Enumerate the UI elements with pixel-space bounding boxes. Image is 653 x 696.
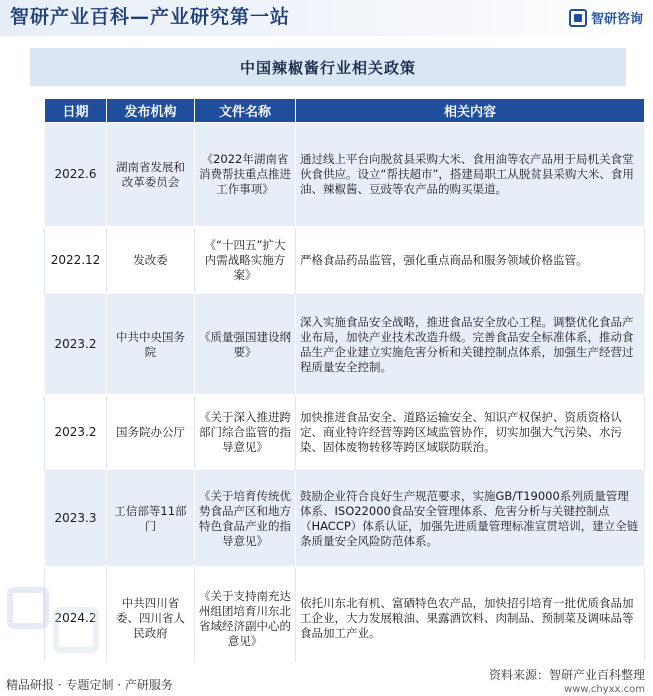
row-content: 深入实施食品安全战略，推进食品安全放心工程。调整优化食品产业布局，加快产业技术改造升级。完善食品安全标准体系，推动食品生产企业建立实施危害分析和关键控制点体系，加强生产经营过程质量安全控制。 — [296, 295, 645, 395]
policy-table — [44, 98, 645, 671]
source-note: 资料来源：智研产业百科整理 — [488, 668, 645, 682]
table-row — [45, 295, 645, 395]
row-content: 严格食品药品监管，强化重点商品和服务领域价格监管。 — [296, 227, 645, 295]
row-org: 发改委 — [107, 227, 195, 295]
row-org: 湖南省发展和改革委员会 — [107, 123, 195, 227]
watermark-logo-icon — [0, 580, 120, 660]
row-date: 2023.2 — [45, 295, 107, 395]
column-header-org: 发布机构 — [107, 99, 195, 123]
row-org: 中共四川省委、四川省人民政府 — [107, 567, 195, 671]
row-doc: 《2022年湖南省消费帮扶重点推进工作事项》 — [195, 123, 296, 227]
table-row — [45, 123, 645, 227]
row-doc: 《质量强国建设纲要》 — [195, 295, 296, 395]
row-content: 通过线上平台向脱贫县采购大米、食用油等农产品用于局机关食堂伙食供应。设立“帮扶超市”，搭建局职工从脱贫县采购大米、食用油、辣椒酱、豆豉等农产品的购买渠道。 — [296, 123, 645, 227]
table-row — [45, 395, 645, 471]
table-header-row — [45, 99, 645, 123]
row-org: 国务院办公厅 — [107, 395, 195, 471]
row-doc: 《“十四五”扩大内需战略实施方案》 — [195, 227, 296, 295]
column-header-date: 日期 — [45, 99, 107, 123]
table-title-band — [30, 48, 626, 86]
brand[interactable] — [569, 8, 643, 27]
row-org: 工信部等11部门 — [107, 471, 195, 567]
column-header-doc: 文件名称 — [195, 99, 296, 123]
header-banner — [0, 0, 653, 36]
row-date: 2023.2 — [45, 395, 107, 471]
row-org: 中共中央国务院 — [107, 295, 195, 395]
footer-source-block — [489, 666, 645, 695]
brand-logo-icon — [569, 9, 587, 27]
footer — [0, 662, 653, 696]
row-doc: 《关于培育传统优势食品产区和地方特色食品产业的指导意见》 — [195, 471, 296, 567]
brand-name: 智研咨询 — [590, 12, 643, 27]
table-title: 中国辣椒酱行业相关政策 — [239, 58, 416, 77]
column-header-content: 相关内容 — [296, 99, 645, 123]
footer-services: 精品研报 · 专题定制 · 产研服务 — [6, 678, 173, 692]
row-content: 加快推进食品安全、道路运输安全、知识产权保护、资质资格认定、商业特许经营等跨区域监管协作，切实加强大气污染、水污染、固体废物转移等跨区域联防联治。 — [296, 395, 645, 471]
row-content: 鼓励企业符合良好生产规范要求，实施GB/T19000系列质量管理体系、ISO22000食品安全管理体系、危害分析与关键控制点（HACCP）体系认证，加强先进质量管理标准宣贯培训，建立全链条质量安全风险防范体系。 — [296, 471, 645, 567]
row-date: 2022.12 — [45, 227, 107, 295]
row-date: 2023.3 — [45, 471, 107, 567]
row-content: 依托川东北有机、富硒特色农产品，加快招引培育一批优质食品加工企业，大力发展粮油、果露酒饮料、肉制品、预制菜及调味品等食品加工产业。 — [296, 567, 645, 671]
table-row — [45, 227, 645, 295]
table-row — [45, 567, 645, 671]
site-title: 智研产业百科—产业研究第一站 — [10, 6, 291, 28]
site-url[interactable]: www.chyxx.com — [564, 684, 645, 695]
row-date: 2024.2 — [45, 567, 107, 671]
row-date: 2022.6 — [45, 123, 107, 227]
row-doc: 《关于深入推进跨部门综合监管的指导意见》 — [195, 395, 296, 471]
table-row — [45, 471, 645, 567]
row-doc: 《关于支持南充达州组团培育川东北省域经济副中心的意见》 — [195, 567, 296, 671]
